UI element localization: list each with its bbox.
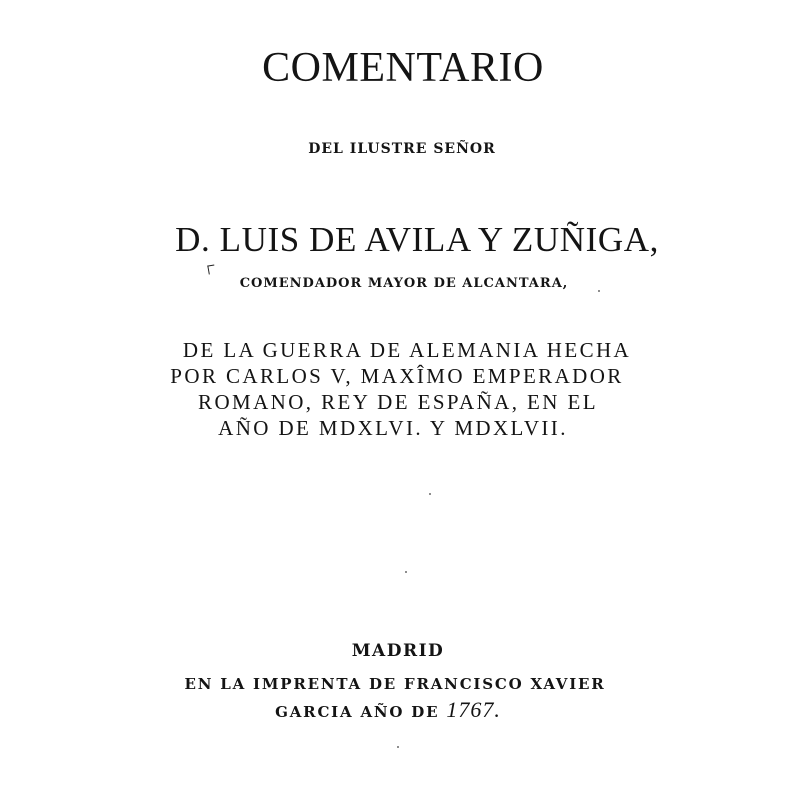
printer-date-line bbox=[0, 697, 788, 723]
book-subtitle: DEL ILUSTRE SEÑOR bbox=[308, 141, 496, 157]
paper-speck bbox=[429, 493, 431, 495]
ink-mark bbox=[207, 264, 215, 274]
printer-date-text: GARCIA AÑO DE bbox=[275, 703, 440, 721]
description-line: AÑO DE MDXLVI. Y MDXLVII. bbox=[218, 416, 568, 440]
publication-place: MADRID bbox=[351, 641, 445, 661]
paper-speck bbox=[405, 571, 407, 573]
description-line: DE LA GUERRA DE ALEMANIA HECHA bbox=[182, 338, 632, 362]
printer-line: EN LA IMPRENTA DE FRANCISCO XAVIER bbox=[184, 675, 606, 693]
description-line: ROMANO, REY DE ESPAÑA, EN EL bbox=[198, 390, 598, 414]
description-line: POR CARLOS V, MAXÎMO EMPERADOR bbox=[170, 364, 624, 388]
book-title: COMENTARIO bbox=[262, 45, 544, 91]
author-rank: COMENDADOR MAYOR DE ALCANTARA, bbox=[239, 276, 569, 291]
author-name: D. LUIS DE AVILA Y ZUÑIGA, bbox=[175, 220, 659, 259]
paper-speck bbox=[397, 746, 399, 748]
paper-speck bbox=[598, 290, 600, 292]
publication-year: 1767. bbox=[446, 697, 501, 722]
